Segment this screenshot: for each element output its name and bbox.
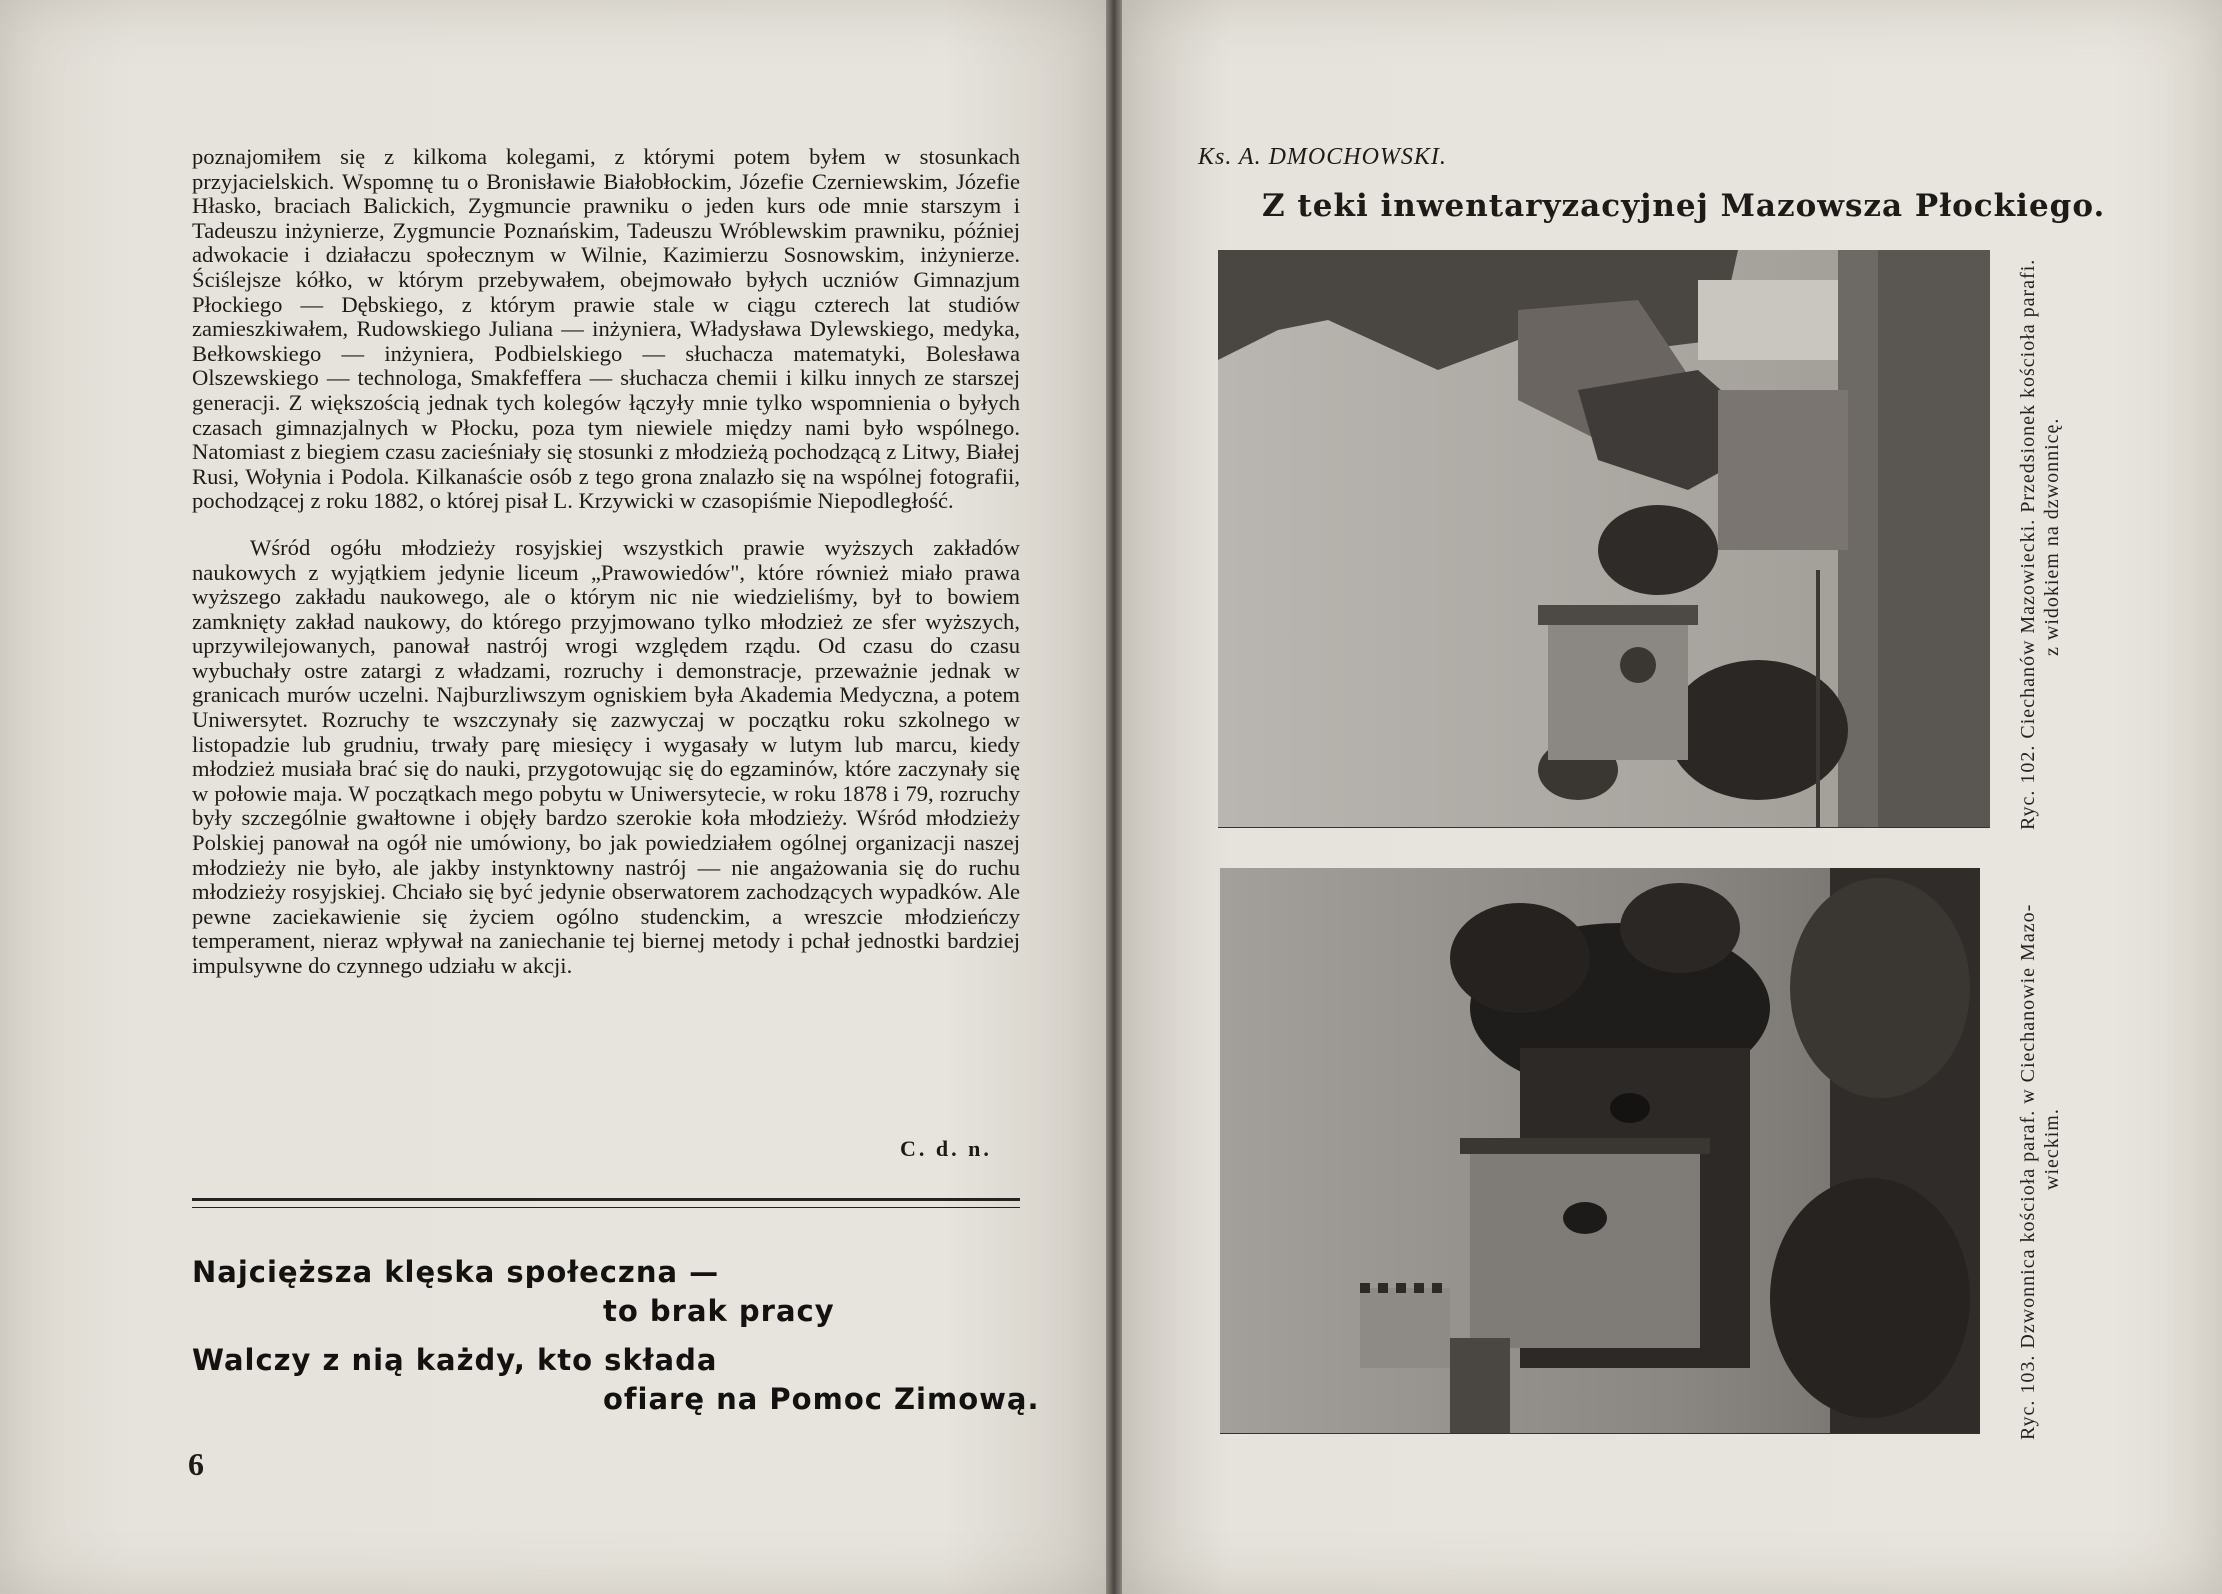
slogan-line-4: ofiarę na Pomoc Zimową. — [603, 1382, 1040, 1416]
article-title: Z teki inwentaryzacyjnej Mazowsza Płockiego. — [1262, 188, 2106, 224]
bell-tower-image — [1220, 868, 1980, 1434]
article-author: Ks. A. DMOCHOWSKI. — [1198, 144, 1447, 170]
caption-103-line-2: wieckim. — [2041, 1108, 2063, 1190]
book-gutter — [1106, 0, 1122, 1594]
photo-church-porch — [1218, 250, 1990, 828]
church-porch-image — [1218, 250, 1990, 828]
slogan-line-3: Walczy z nią każdy, kto składa — [192, 1343, 718, 1377]
body-paragraph-2: Wśród ogółu młodzieży rosyjskiej wszystkich prawie wyższych zakładów naukowych z wyjątkiem jedynie liceum „Prawowiedów", które również miało prawa wyższego zakładu naukowego, ale o którym nic nie wiedzieliśmy, był to bowiem zamknięty zakład naukowy, do którego przyjmowano tylko młodzież ze sfer wyższych, uprzywilejowanych, panował nastrój wrogi względem rządu. Od czasu do czasu wybuchały ostre zatargi z władzami, rozruchy i demonstracje, przeważnie jednak w granicach murów uczelni. Najburzliwszym ogniskiem była Akademia Medyczna, a potem Uniwersytet. Rozruchy te wszczynały się zazwyczaj w początku roku szkolnego w listopadzie lub grudniu, trwały parę miesięcy i wygasały w lutym lub marcu, kiedy młodzież musiała brać się do nauki, przygotowując się do egzaminów, które zaczynały się w połowie maja. W początkach mego pobytu w Uniwersytecie, w roku 1878 i 79, rozruchy były szczególnie gwałtowne i objęły bardzo szerokie koła młodzieży. Wśród młodzieży Polskiej panował na ogół nie umówiony, bo jak powiedziałem ogólnej organizacji naszej młodzieży nie było, ale jakby instynktowny nastrój — nie angażowania się do ruchu młodzieży rosyjskiej. Chciało się być jedynie obserwatorem zachodzących wypadków. Ale pewne zaciekawienie się życiem ogólno studenckim, a wreszcie młodzieńczy temperament, nieraz wpływał na zaniechanie tej biernej metody i pchał jednostki bardziej impulsywne do czynnego udziału w akcji. — [192, 534, 1020, 978]
article-body — [192, 145, 1020, 979]
caption-103-line-1: Ryc. 103. Dzwonnica kościoła paraf. w Ciechanowie Mazo- — [2017, 903, 2039, 1440]
page-number: 6 — [188, 1446, 204, 1482]
slogan-line-2: to brak pracy — [603, 1294, 835, 1328]
slogan-line-1: Najcięższa klęska społeczna — — [192, 1255, 720, 1289]
divider-thick — [192, 1198, 1020, 1201]
continued-note: C. d. n. — [900, 1136, 992, 1161]
body-paragraph-1: poznajomiłem się z kilkoma kolegami, z którymi potem byłem w stosunkach przyjacielskich. Wspomnę tu o Bronisławie Białobłockim, Józefie Czerniewskim, Józefie Hłasko, braciach Balickich, Zygmuncie prawniku o jeden kurs ode mnie starszym i Tadeuszu inżynierze, Zygmuncie Poznańskim, Tadeuszu Wróblewskim prawniku, później adwokacie i działaczu społecznym w Wilnie, Kazimierzu Sosnowskim, inżynierze. Ściślejsze kółko, w którym przebywałem, obejmowało byłych uczniów Gimnazjum Płockiego — Dębskiego, z którym prawie stale w ciągu czterech lat studiów zamieszkiwałem, Rudowskiego Juliana — inżyniera, Władysława Dylewskiego, medyka, Bełkowskiego — inżyniera, Podbielskiego — słuchacza matematyki, Bolesława Olszewskiego — technologa, Smakfeffera — słuchacza chemii i kilku innych ze starszej generacji. Z większością jednak tych kolegów łączyły mnie tylko wspomnienia o byłych czasach gimnazjalnych w Płocku, poza tym niewiele między nami było wspólnego. Natomiast z biegiem czasu zacieśniały się stosunki z młodzieżą pochodzącą z Litwy, Białej Rusi, Wołynia i Podola. Kilkanaście osób z tego grona znalazło się na wspólnej fotografii, pochodzącej z roku 1882, o której pisał L. Krzywicki w czasopiśmie Niepodległość. — [192, 144, 1020, 514]
divider-thin — [192, 1207, 1020, 1208]
photo-bell-tower — [1220, 868, 1980, 1434]
caption-102-line-1: Ryc. 102. Ciechanów Mazowiecki. Przedsionek kościoła parafi. — [2017, 258, 2039, 830]
caption-102-line-2: z widokiem na dzwonnicę. — [2041, 417, 2063, 656]
